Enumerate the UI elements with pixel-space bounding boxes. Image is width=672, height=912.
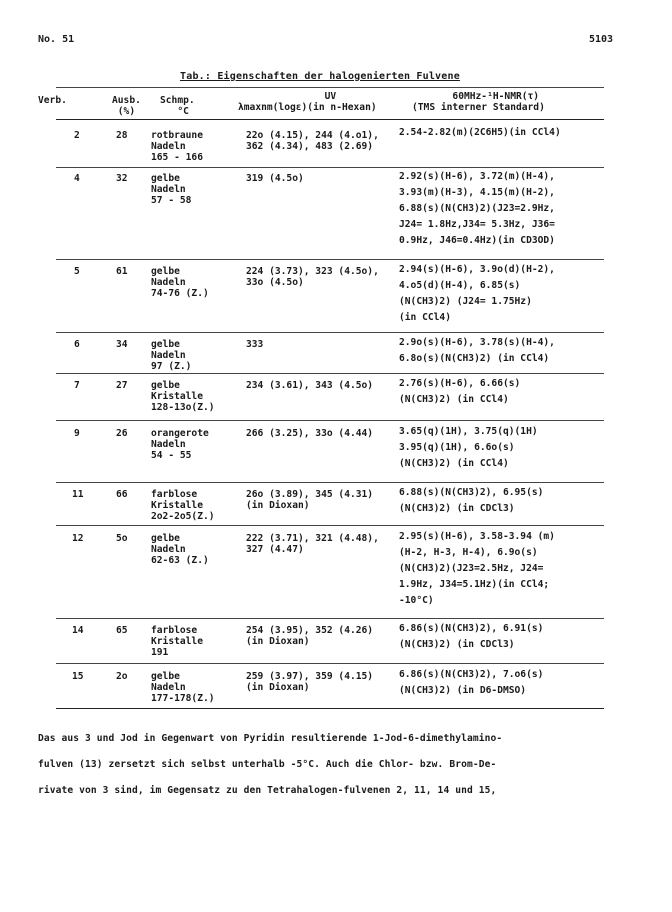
- table-cell-ausb: 28: [116, 130, 128, 141]
- row-divider: [56, 420, 604, 421]
- table-cell-schmp: gelbe Nadeln 74-76 (Z.): [151, 266, 209, 299]
- table-cell-schmp: rotbraune Nadeln 165 - 166: [151, 130, 203, 163]
- table-cell-ausb: 61: [116, 266, 128, 277]
- table-cell-nmr: 2.94(s)(H-6), 3.9o(d)(H-2), 4.o5(d)(H-4), 6.85(s) (N(CH3)2) (J24= 1.75Hz) (in CCl4): [399, 264, 555, 323]
- table-cell-ausb: 66: [116, 489, 128, 500]
- table-cell-verb: 5: [74, 266, 80, 277]
- table-cell-ausb: 5o: [116, 533, 128, 544]
- body-text-line: rivate von 3 sind, im Gegensatz zu den Tetrahalogen-fulvenen 2, 11, 14 und 15,: [38, 785, 497, 796]
- column-header-uv: UV λmaxnm(logε)(in n-Hexan): [238, 91, 377, 113]
- table-cell-schmp: farblose Kristalle 2o2-2o5(Z.): [151, 489, 215, 522]
- table-cell-nmr: 2.9o(s)(H-6), 3.78(s)(H-4), 6.8o(s)(N(CH3)2) (in CCl4): [399, 337, 555, 364]
- table-cell-uv: 333: [246, 339, 264, 350]
- table-cell-uv: 259 (3.97), 359 (4.15) (in Dioxan): [246, 671, 374, 693]
- column-header-ausb: Ausb. (%): [112, 95, 141, 117]
- table-cell-nmr: 3.65(q)(1H), 3.75(q)(1H) 3.95(q)(1H), 6.6o(s) (N(CH3)2) (in CCl4): [399, 426, 538, 469]
- table-cell-ausb: 2o: [116, 671, 128, 682]
- column-header-schmp: Schmp. °C: [160, 95, 195, 117]
- row-divider: [56, 373, 604, 374]
- table-cell-schmp: farblose Kristalle 191: [151, 625, 203, 658]
- table-cell-schmp: gelbe Nadeln 177-178(Z.): [151, 671, 215, 704]
- table-cell-nmr: 2.92(s)(H-6), 3.72(m)(H-4), 3.93(m)(H-3), 4.15(m)(H-2), 6.88(s)(N(CH3)2)(J23=2.9Hz, J24= 1.8Hz,J34= 5.3Hz, J36= 0.9Hz, J46=0.4Hz)(in CD3OD): [399, 171, 555, 246]
- column-header-nmr: 60MHz-¹H-NMR(τ) (TMS interner Standard): [412, 91, 545, 113]
- journal-issue: No. 51: [38, 34, 75, 45]
- table-cell-verb: 12: [72, 533, 84, 544]
- table-cell-verb: 15: [72, 671, 84, 682]
- table-cell-schmp: gelbe Nadeln 62-63 (Z.): [151, 533, 209, 566]
- row-divider: [56, 663, 604, 664]
- body-text-line: fulven (13) zersetzt sich selbst unterhalb -5°C. Auch die Chlor- bzw. Brom-De-: [38, 759, 497, 770]
- table-cell-nmr: 6.88(s)(N(CH3)2), 6.95(s) (N(CH3)2) (in CDCl3): [399, 487, 544, 514]
- table-cell-verb: 9: [74, 428, 80, 439]
- table-cell-nmr: 2.95(s)(H-6), 3.58-3.94 (m) (H-2, H-3, H-4), 6.9o(s) (N(CH3)2)(J23=2.5Hz, J24= 1.9Hz, J34=5.1Hz)(in CCl4; -10°C): [399, 531, 555, 606]
- table-cell-uv: 254 (3.95), 352 (4.26) (in Dioxan): [246, 625, 374, 647]
- table-cell-uv: 234 (3.61), 343 (4.5o): [246, 380, 374, 391]
- table-cell-verb: 4: [74, 173, 80, 184]
- table-cell-verb: 11: [72, 489, 84, 500]
- table-header-rule: [56, 119, 604, 120]
- table-cell-verb: 6: [74, 339, 80, 350]
- row-divider: [56, 618, 604, 619]
- table-cell-nmr: 2.76(s)(H-6), 6.66(s) (N(CH3)2) (in CCl4): [399, 378, 521, 405]
- table-cell-ausb: 65: [116, 625, 128, 636]
- table-bottom-rule: [56, 708, 604, 709]
- table-cell-uv: 26o (3.89), 345 (4.31) (in Dioxan): [246, 489, 374, 511]
- row-divider: [56, 332, 604, 333]
- table-cell-nmr: 2.54-2.82(m)(2C6H5)(in CCl4): [399, 127, 561, 138]
- table-cell-uv: 266 (3.25), 33o (4.44): [246, 428, 374, 439]
- table-cell-nmr: 6.86(s)(N(CH3)2), 7.o6(s) (N(CH3)2) (in D6-DMSO): [399, 669, 544, 696]
- table-cell-verb: 7: [74, 380, 80, 391]
- table-cell-uv: 224 (3.73), 323 (4.5o), 33o (4.5o): [246, 266, 379, 288]
- table-cell-uv: 22o (4.15), 244 (4.o1), 362 (4.34), 483 (2.69): [246, 130, 379, 152]
- table-cell-uv: 319 (4.5o): [246, 173, 304, 184]
- row-divider: [56, 525, 604, 526]
- row-divider: [56, 482, 604, 483]
- body-text-line: Das aus 3 und Jod in Gegenwart von Pyridin resultierende 1-Jod-6-dimethylamino-: [38, 733, 503, 744]
- row-divider: [56, 259, 604, 260]
- table-cell-schmp: orangerote Nadeln 54 - 55: [151, 428, 209, 461]
- table-cell-nmr: 6.86(s)(N(CH3)2), 6.91(s) (N(CH3)2) (in CDCl3): [399, 623, 544, 650]
- row-divider: [56, 167, 604, 168]
- table-cell-schmp: gelbe Kristalle 128-13o(Z.): [151, 380, 215, 413]
- column-header-verb: Verb.: [38, 95, 67, 106]
- table-cell-verb: 2: [74, 130, 80, 141]
- table-cell-ausb: 27: [116, 380, 128, 391]
- table-cell-schmp: gelbe Nadeln 57 - 58: [151, 173, 192, 206]
- table-cell-verb: 14: [72, 625, 84, 636]
- table-cell-ausb: 32: [116, 173, 128, 184]
- table-cell-uv: 222 (3.71), 321 (4.48), 327 (4.47): [246, 533, 379, 555]
- table-title: Tab.: Eigenschaften der halogenierten Fulvene: [180, 71, 460, 82]
- page-number: 5103: [589, 34, 614, 45]
- table-cell-ausb: 34: [116, 339, 128, 350]
- table-top-rule: [56, 87, 604, 88]
- table-cell-ausb: 26: [116, 428, 128, 439]
- table-cell-schmp: gelbe Nadeln 97 (Z.): [151, 339, 192, 372]
